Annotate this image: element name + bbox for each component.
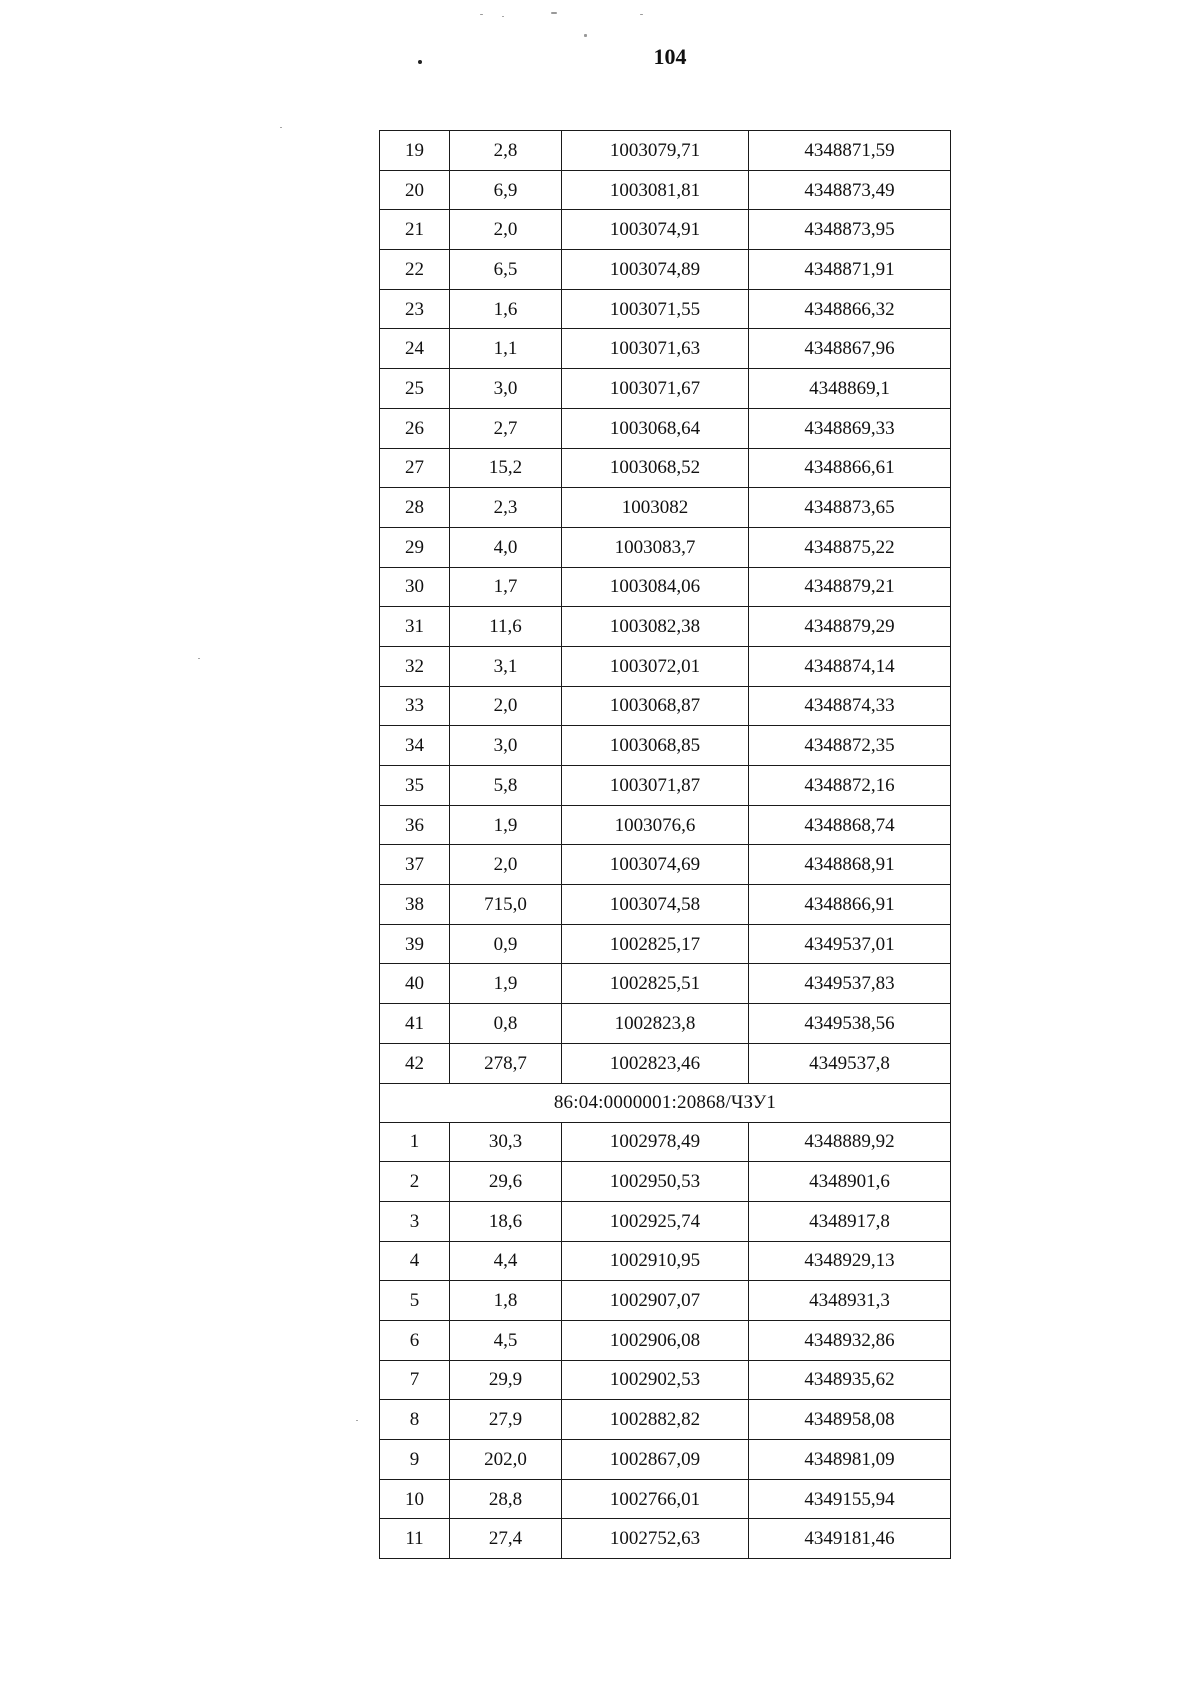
point-number-cell: 41 [380,1004,450,1044]
coordinate-y-cell: 4348932,86 [749,1320,951,1360]
table-row [380,488,951,528]
segment-length-cell: 11,6 [450,607,562,647]
segment-length-cell: 202,0 [450,1440,562,1480]
coordinate-x-cell: 1003068,64 [562,408,749,448]
table-row [380,448,951,488]
coordinate-x-cell: 1002925,74 [562,1201,749,1241]
point-number-cell: 35 [380,766,450,806]
section-label: 86:04:0000001:20868/ЧЗУ1 [380,1083,951,1122]
section-row [380,1083,951,1122]
table-row [380,1400,951,1440]
table-row [380,1320,951,1360]
segment-length-cell: 3,1 [450,646,562,686]
table-row [380,1201,951,1241]
coordinate-y-cell: 4348879,21 [749,567,951,607]
segment-length-cell: 1,9 [450,964,562,1004]
point-number-cell: 20 [380,170,450,210]
point-number-cell: 10 [380,1479,450,1519]
scan-speck [356,1420,358,1421]
scan-speck [551,12,557,14]
table-row [380,369,951,409]
point-number-cell: 22 [380,250,450,290]
coordinate-x-cell: 1003076,6 [562,805,749,845]
segment-length-cell: 278,7 [450,1043,562,1083]
coordinate-x-cell: 1003068,85 [562,726,749,766]
segment-length-cell: 4,5 [450,1320,562,1360]
point-number-cell: 39 [380,924,450,964]
point-number-cell: 25 [380,369,450,409]
table-row [380,1281,951,1321]
point-number-cell: 8 [380,1400,450,1440]
coordinate-y-cell: 4348981,09 [749,1440,951,1480]
coordinate-y-cell: 4348871,59 [749,131,951,171]
table-row [380,170,951,210]
point-number-cell: 24 [380,329,450,369]
table-row [380,1360,951,1400]
scan-speck [502,16,504,17]
point-number-cell: 28 [380,488,450,528]
coordinate-x-cell: 1002823,46 [562,1043,749,1083]
point-number-cell: 4 [380,1241,450,1281]
segment-length-cell: 2,7 [450,408,562,448]
point-number-cell: 23 [380,289,450,329]
scan-speck [584,34,587,37]
point-number-cell: 37 [380,845,450,885]
table-row [380,1519,951,1559]
coordinate-y-cell: 4349537,83 [749,964,951,1004]
coordinate-x-cell: 1002825,17 [562,924,749,964]
coordinate-x-cell: 1002950,53 [562,1162,749,1202]
point-number-cell: 34 [380,726,450,766]
point-number-cell: 9 [380,1440,450,1480]
table-row [380,646,951,686]
coordinate-x-cell: 1002766,01 [562,1479,749,1519]
segment-length-cell: 18,6 [450,1201,562,1241]
coordinate-x-cell: 1003083,7 [562,527,749,567]
table-row [380,885,951,925]
coordinate-x-cell: 1003071,87 [562,766,749,806]
table-row [380,964,951,1004]
coordinate-y-cell: 4348866,61 [749,448,951,488]
segment-length-cell: 1,7 [450,567,562,607]
table-section [380,1083,951,1122]
point-number-cell: 40 [380,964,450,1004]
segment-length-cell: 27,4 [450,1519,562,1559]
table-row [380,1479,951,1519]
coordinates-table [379,130,951,1559]
coordinate-y-cell: 4348866,91 [749,885,951,925]
table-row [380,1004,951,1044]
segment-length-cell: 3,0 [450,369,562,409]
point-number-cell: 2 [380,1162,450,1202]
point-number-cell: 42 [380,1043,450,1083]
coordinate-x-cell: 1002825,51 [562,964,749,1004]
coordinate-y-cell: 4348872,16 [749,766,951,806]
coordinate-x-cell: 1003072,01 [562,646,749,686]
table-row [380,1440,951,1480]
segment-length-cell: 15,2 [450,448,562,488]
coordinate-y-cell: 4348866,32 [749,289,951,329]
coordinate-x-cell: 1003071,67 [562,369,749,409]
table-row [380,845,951,885]
scan-speck [198,658,200,659]
coordinate-y-cell: 4348875,22 [749,527,951,567]
segment-length-cell: 1,8 [450,1281,562,1321]
coordinate-x-cell: 1003079,71 [562,131,749,171]
table-row [380,726,951,766]
point-number-cell: 7 [380,1360,450,1400]
table-row [380,1162,951,1202]
coordinate-x-cell: 1003081,81 [562,170,749,210]
segment-length-cell: 1,9 [450,805,562,845]
coordinate-x-cell: 1002902,53 [562,1360,749,1400]
segment-length-cell: 1,1 [450,329,562,369]
segment-length-cell: 29,9 [450,1360,562,1400]
table-row [380,250,951,290]
coordinate-y-cell: 4348873,65 [749,488,951,528]
coordinate-y-cell: 4348874,33 [749,686,951,726]
table-row [380,289,951,329]
coordinate-x-cell: 1003074,89 [562,250,749,290]
coordinate-x-cell: 1003082 [562,488,749,528]
segment-length-cell: 2,3 [450,488,562,528]
coordinate-y-cell: 4348879,29 [749,607,951,647]
coordinate-y-cell: 4349155,94 [749,1479,951,1519]
segment-length-cell: 6,9 [450,170,562,210]
table-row [380,527,951,567]
point-number-cell: 33 [380,686,450,726]
table-row [380,1043,951,1083]
coordinate-y-cell: 4348889,92 [749,1122,951,1162]
point-number-cell: 38 [380,885,450,925]
segment-length-cell: 4,4 [450,1241,562,1281]
point-number-cell: 21 [380,210,450,250]
page-number: 104 [653,44,687,69]
coordinate-y-cell: 4348867,96 [749,329,951,369]
coordinate-y-cell: 4348868,74 [749,805,951,845]
table-row [380,210,951,250]
coordinate-x-cell: 1002906,08 [562,1320,749,1360]
scan-speck [480,14,483,15]
coordinate-x-cell: 1003068,52 [562,448,749,488]
point-number-cell: 26 [380,408,450,448]
coordinate-y-cell: 4348873,49 [749,170,951,210]
coordinate-x-cell: 1002907,07 [562,1281,749,1321]
segment-length-cell: 27,9 [450,1400,562,1440]
table-row [380,686,951,726]
segment-length-cell: 715,0 [450,885,562,925]
coordinate-x-cell: 1002910,95 [562,1241,749,1281]
coordinate-y-cell: 4349538,56 [749,1004,951,1044]
table-row [380,1241,951,1281]
coordinate-y-cell: 4348874,14 [749,646,951,686]
coordinate-y-cell: 4348873,95 [749,210,951,250]
coordinate-y-cell: 4348935,62 [749,1360,951,1400]
segment-length-cell: 2,8 [450,131,562,171]
table-row [380,567,951,607]
coordinate-y-cell: 4348931,3 [749,1281,951,1321]
coordinate-x-cell: 1003082,38 [562,607,749,647]
coordinate-y-cell: 4349537,8 [749,1043,951,1083]
coordinate-x-cell: 1003074,91 [562,210,749,250]
coordinate-y-cell: 4348929,13 [749,1241,951,1281]
coordinate-x-cell: 1003068,87 [562,686,749,726]
point-number-cell: 32 [380,646,450,686]
segment-length-cell: 6,5 [450,250,562,290]
point-number-cell: 3 [380,1201,450,1241]
coordinate-x-cell: 1002882,82 [562,1400,749,1440]
segment-length-cell: 4,0 [450,527,562,567]
table-body-part1 [380,131,951,1084]
table-row [380,766,951,806]
segment-length-cell: 2,0 [450,686,562,726]
coordinate-y-cell: 4348872,35 [749,726,951,766]
point-number-cell: 19 [380,131,450,171]
coordinate-x-cell: 1003071,63 [562,329,749,369]
coordinate-x-cell: 1002867,09 [562,1440,749,1480]
coordinate-x-cell: 1002823,8 [562,1004,749,1044]
segment-length-cell: 28,8 [450,1479,562,1519]
segment-length-cell: 2,0 [450,845,562,885]
coordinate-y-cell: 4348917,8 [749,1201,951,1241]
coordinate-y-cell: 4349537,01 [749,924,951,964]
table-row [380,805,951,845]
coordinate-y-cell: 4348871,91 [749,250,951,290]
table-row [380,131,951,171]
coordinate-y-cell: 4348958,08 [749,1400,951,1440]
segment-length-cell: 30,3 [450,1122,562,1162]
point-number-cell: 5 [380,1281,450,1321]
segment-length-cell: 0,9 [450,924,562,964]
coordinate-y-cell: 4348901,6 [749,1162,951,1202]
coordinate-x-cell: 1002752,63 [562,1519,749,1559]
point-number-cell: 30 [380,567,450,607]
scan-speck [280,127,282,128]
segment-length-cell: 5,8 [450,766,562,806]
coordinate-x-cell: 1002978,49 [562,1122,749,1162]
segment-length-cell: 1,6 [450,289,562,329]
point-number-cell: 11 [380,1519,450,1559]
segment-length-cell: 2,0 [450,210,562,250]
table-row [380,408,951,448]
table-row [380,607,951,647]
point-number-cell: 6 [380,1320,450,1360]
segment-length-cell: 3,0 [450,726,562,766]
coordinate-y-cell: 4348868,91 [749,845,951,885]
point-number-cell: 1 [380,1122,450,1162]
table-row [380,329,951,369]
coordinate-x-cell: 1003071,55 [562,289,749,329]
table-row [380,924,951,964]
coordinate-x-cell: 1003084,06 [562,567,749,607]
segment-length-cell: 29,6 [450,1162,562,1202]
coordinate-x-cell: 1003074,69 [562,845,749,885]
coordinate-y-cell: 4348869,33 [749,408,951,448]
coordinate-y-cell: 4349181,46 [749,1519,951,1559]
segment-length-cell: 0,8 [450,1004,562,1044]
point-number-cell: 31 [380,607,450,647]
scan-speck [640,14,643,15]
point-number-cell: 36 [380,805,450,845]
coordinate-x-cell: 1003074,58 [562,885,749,925]
coordinate-y-cell: 4348869,1 [749,369,951,409]
point-number-cell: 29 [380,527,450,567]
table-body-part2 [380,1122,951,1559]
point-number-cell: 27 [380,448,450,488]
table-row [380,1122,951,1162]
